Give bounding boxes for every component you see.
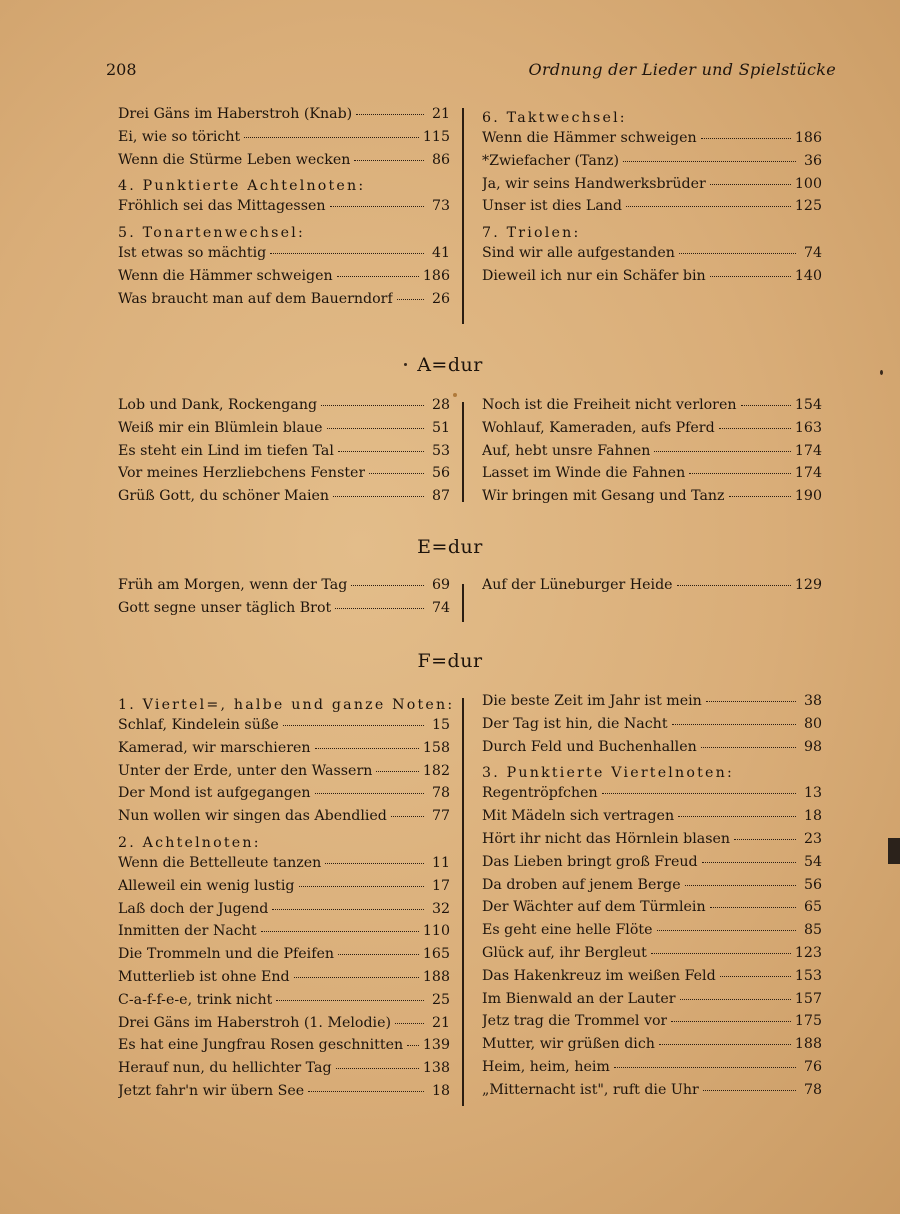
dot-leader xyxy=(330,206,424,207)
song-title: Gott segne unser täglich Brot xyxy=(118,599,332,616)
page-ref: 17 xyxy=(431,877,450,894)
song-title: C-a-f-f-e-e, trink nicht xyxy=(118,991,273,1008)
index-entry xyxy=(482,1059,822,1082)
song-title: *Zwiefacher (Tanz) xyxy=(482,152,620,169)
dot-leader xyxy=(671,1021,791,1022)
dot-leader xyxy=(308,1091,424,1092)
index-entry xyxy=(118,443,450,466)
f-dur-right-column xyxy=(482,693,822,1105)
index-entry xyxy=(482,716,822,739)
dot-leader xyxy=(719,428,791,429)
column-divider xyxy=(462,584,464,622)
song-title: Drei Gäns im Haberstroh (1. Melodie) xyxy=(118,1014,391,1031)
page-ref: 15 xyxy=(431,717,450,733)
song-title: Herauf nun, du hellichter Tag xyxy=(118,1060,332,1077)
dot-leader xyxy=(734,839,796,840)
song-title: Ist etwas so mächtig xyxy=(118,245,267,262)
page-ref: 18 xyxy=(803,808,822,825)
index-entry xyxy=(482,899,822,922)
song-title: Heim, heim, heim xyxy=(482,1058,610,1075)
page-ref: 98 xyxy=(803,738,822,755)
print-speck xyxy=(453,393,457,397)
subsection-heading: 1. Viertel=, halbe und ganze Noten: xyxy=(118,697,455,713)
index-entry xyxy=(482,397,822,420)
top-right-column xyxy=(482,106,822,291)
index-entry xyxy=(482,130,822,153)
song-title: Unter der Erde, unter den Wassern xyxy=(118,762,373,779)
index-entry xyxy=(118,577,450,600)
song-title: Wenn die Hämmer schweigen xyxy=(482,130,697,146)
index-entry xyxy=(118,1015,450,1038)
page-ref: 56 xyxy=(431,465,450,482)
page-ref: 174 xyxy=(794,442,822,459)
index-entry xyxy=(118,901,450,924)
a-dur-left-column xyxy=(118,397,450,511)
index-entry xyxy=(482,153,822,176)
dot-leader xyxy=(315,748,419,749)
dot-leader xyxy=(397,299,424,300)
dot-leader xyxy=(395,1023,424,1024)
subsection-heading: 3. Punktierte Viertelnoten: xyxy=(482,765,734,782)
page-ref: 87 xyxy=(431,488,450,505)
page-ref: 32 xyxy=(431,900,450,917)
song-title: Wohlauf, Kameraden, aufs Pferd xyxy=(482,419,715,436)
page-ref: 78 xyxy=(431,785,450,802)
page-ref: 76 xyxy=(803,1058,822,1075)
index-entry xyxy=(118,808,450,831)
section-heading-a-dur: A=dur xyxy=(417,354,483,376)
index-entry xyxy=(118,969,450,992)
index-entry xyxy=(118,1037,450,1060)
page-ref: 188 xyxy=(422,968,450,985)
dot-leader xyxy=(678,816,796,817)
page-ref: 190 xyxy=(794,488,822,505)
page-ref: 175 xyxy=(794,1013,822,1030)
running-title: Ordnung der Lieder und Spielstücke xyxy=(528,60,836,79)
index-entry xyxy=(482,1013,822,1036)
index-entry xyxy=(118,740,450,763)
index-entry xyxy=(118,291,450,314)
song-title: Es steht ein Lind im tiefen Tal xyxy=(118,442,334,459)
song-title: Weiß mir ein Blümlein blaue xyxy=(118,419,323,436)
song-title: Da droben auf jenem Berge xyxy=(482,876,681,893)
dot-leader xyxy=(315,793,424,794)
page-ref: 129 xyxy=(794,577,822,593)
page-ref: 18 xyxy=(431,1082,450,1099)
page-ref: 36 xyxy=(803,152,822,169)
page-number: 208 xyxy=(106,60,137,79)
song-title: Lasset im Winde die Fahnen xyxy=(482,465,686,482)
dot-leader xyxy=(335,608,424,609)
e-dur-left-column xyxy=(118,577,450,623)
dot-leader xyxy=(283,725,424,726)
page-ref: 56 xyxy=(803,876,822,893)
dot-leader xyxy=(351,585,424,586)
index-entry xyxy=(482,991,822,1014)
page-ref: 182 xyxy=(422,762,450,779)
page-ref: 77 xyxy=(431,808,450,825)
dot-leader xyxy=(710,907,796,908)
page-ref: 54 xyxy=(803,853,822,870)
index-entry xyxy=(118,106,450,129)
song-title: Auf der Lüneburger Heide xyxy=(482,577,673,593)
index-entry xyxy=(482,785,822,808)
top-left-column xyxy=(118,106,450,314)
a-dur-right-column xyxy=(482,397,822,511)
column-divider xyxy=(462,108,464,324)
dot-leader xyxy=(701,747,796,748)
page-ref: 186 xyxy=(794,130,822,146)
dot-leader xyxy=(623,161,796,162)
song-title: Grüß Gott, du schöner Maien xyxy=(118,488,330,505)
index-entry xyxy=(118,717,450,740)
index-entry xyxy=(482,854,822,877)
subsection-heading: 6. Taktwechsel: xyxy=(482,110,627,126)
dot-leader xyxy=(336,1068,419,1069)
dot-leader xyxy=(270,253,424,254)
index-entry xyxy=(118,923,450,946)
page-ref: 115 xyxy=(422,128,450,145)
dot-leader xyxy=(702,862,796,863)
song-title: Hört ihr nicht das Hörnlein blasen xyxy=(482,830,731,847)
song-title: Mit Mädeln sich vertragen xyxy=(482,808,675,825)
dot-leader xyxy=(354,160,424,161)
dot-leader xyxy=(602,793,796,794)
index-entry xyxy=(482,739,822,762)
dot-leader xyxy=(701,138,791,139)
song-title: Wenn die Hämmer schweigen xyxy=(118,267,333,284)
page-ref: 86 xyxy=(431,151,450,168)
section-heading-e-dur: E=dur xyxy=(417,536,483,558)
song-title: Lob und Dank, Rockengang xyxy=(118,397,318,413)
page-ref: 140 xyxy=(794,267,822,284)
song-title: Fröhlich sei das Mittagessen xyxy=(118,198,326,215)
dot-leader xyxy=(261,931,419,932)
dot-leader xyxy=(672,724,796,725)
song-title: Im Bienwald an der Lauter xyxy=(482,990,676,1007)
index-entry xyxy=(482,245,822,268)
index-entry xyxy=(118,488,450,511)
index-entry xyxy=(118,785,450,808)
index-entry xyxy=(118,420,450,443)
print-speck xyxy=(880,370,883,375)
song-title: Sind wir alle aufgestanden xyxy=(482,245,675,262)
subsection-heading: 5. Tonartenwechsel: xyxy=(118,225,305,242)
page-ref: 73 xyxy=(431,198,450,215)
page-ref: 78 xyxy=(803,1081,822,1098)
index-entry xyxy=(118,878,450,901)
index-entry xyxy=(482,268,822,291)
index-entry xyxy=(118,992,450,1015)
song-title: Wenn die Bettelleute tanzen xyxy=(118,854,322,871)
dot-leader xyxy=(657,930,797,931)
index-entry xyxy=(118,129,450,152)
page-ref: 53 xyxy=(431,442,450,459)
index-entry xyxy=(118,465,450,488)
song-title: Mutterlieb ist ohne End xyxy=(118,968,290,985)
page-ref: 163 xyxy=(794,419,822,436)
page-ref: 138 xyxy=(422,1060,450,1077)
song-title: Das Hakenkreuz im weißen Feld xyxy=(482,967,716,984)
dot-leader xyxy=(680,999,791,1000)
dot-leader xyxy=(685,885,796,886)
index-entry xyxy=(118,198,450,221)
song-title: Der Wächter auf dem Türmlein xyxy=(482,899,706,916)
song-title: Laß doch der Jugend xyxy=(118,900,269,917)
dot-leader xyxy=(299,886,424,887)
song-title: Nun wollen wir singen das Abendlied xyxy=(118,808,387,825)
page-ref: 65 xyxy=(803,899,822,916)
dot-leader xyxy=(338,954,419,955)
index-entry xyxy=(482,1036,822,1059)
page-ref: 41 xyxy=(431,245,450,262)
index-entry xyxy=(482,198,822,221)
page-ref: 153 xyxy=(794,967,822,984)
dot-leader xyxy=(244,137,419,138)
page-ref: 100 xyxy=(794,175,822,192)
song-title: Wenn die Stürme Leben wecken xyxy=(118,151,351,168)
index-entry xyxy=(482,922,822,945)
song-title: Kamerad, wir marschieren xyxy=(118,739,311,756)
index-entry xyxy=(482,420,822,443)
index-entry xyxy=(118,397,450,420)
subsection-heading: 7. Triolen: xyxy=(482,225,581,242)
dot-leader xyxy=(337,276,419,277)
index-entry xyxy=(118,855,450,878)
dot-leader xyxy=(276,1000,424,1001)
dot-leader xyxy=(338,451,424,452)
song-title: Was braucht man auf dem Bauerndorf xyxy=(118,290,393,307)
dot-leader xyxy=(356,114,424,115)
index-entry xyxy=(118,600,450,623)
page-ref: 157 xyxy=(794,990,822,1007)
dot-leader xyxy=(710,276,791,277)
song-title: Vor meines Herzliebchens Fenster xyxy=(118,465,366,482)
page-ref: 158 xyxy=(422,739,450,756)
page-header xyxy=(106,60,836,84)
dot-leader xyxy=(729,496,791,497)
subsection-heading: 4. Punktierte Achtelnoten: xyxy=(118,178,366,195)
song-title: Der Mond ist aufgegangen xyxy=(118,785,311,802)
song-title: Unser ist dies Land xyxy=(482,198,622,215)
dot-leader xyxy=(369,473,424,474)
index-entry xyxy=(482,877,822,900)
index-entry xyxy=(482,968,822,991)
dot-leader xyxy=(407,1045,419,1046)
index-entry xyxy=(482,831,822,854)
column-divider xyxy=(462,402,464,502)
song-title: Drei Gäns im Haberstroh (Knab) xyxy=(118,106,353,122)
page-ref: 74 xyxy=(803,245,822,262)
index-entry xyxy=(482,488,822,511)
song-title: Schlaf, Kindelein süße xyxy=(118,717,279,733)
page-ref: 174 xyxy=(794,465,822,482)
e-dur-right-column xyxy=(482,577,822,600)
song-title: Alleweil ein wenig lustig xyxy=(118,877,295,894)
song-title: Auf, hebt unsre Fahnen xyxy=(482,442,651,459)
song-title: Es geht eine helle Flöte xyxy=(482,922,653,939)
page-ref: 74 xyxy=(431,599,450,616)
index-entry xyxy=(118,1083,450,1106)
song-title: Ei, wie so töricht xyxy=(118,128,241,145)
page-ref: 154 xyxy=(794,397,822,413)
index-entry xyxy=(118,763,450,786)
dot-leader xyxy=(679,253,796,254)
column-divider xyxy=(462,698,464,1106)
page-ref: 23 xyxy=(803,830,822,847)
song-title: Jetz trag die Trommel vor xyxy=(482,1013,668,1030)
dot-leader xyxy=(706,701,796,702)
page-ref: 28 xyxy=(431,397,450,413)
subsection-heading: 2. Achtelnoten: xyxy=(118,834,261,851)
page-ref: 139 xyxy=(422,1037,450,1054)
page-ref: 11 xyxy=(431,854,450,871)
page-ref: 80 xyxy=(803,715,822,732)
index-entry xyxy=(482,465,822,488)
page-ref: 13 xyxy=(803,785,822,802)
index-entry xyxy=(118,245,450,268)
song-title: Dieweil ich nur ein Schäfer bin xyxy=(482,267,706,284)
song-title: Die beste Zeit im Jahr ist mein xyxy=(482,693,702,709)
index-entry xyxy=(482,1082,822,1105)
song-title: Der Tag ist hin, die Nacht xyxy=(482,715,668,732)
song-title: Jetzt fahr'n wir übern See xyxy=(118,1082,305,1099)
index-entry xyxy=(118,1060,450,1083)
dot-leader xyxy=(654,451,791,452)
dot-leader xyxy=(703,1090,796,1091)
index-entry xyxy=(482,808,822,831)
dot-leader xyxy=(689,473,791,474)
dot-leader xyxy=(272,909,424,910)
dot-leader xyxy=(614,1067,796,1068)
song-title: Durch Feld und Buchenhallen xyxy=(482,738,697,755)
song-title: Das Lieben bringt groß Freud xyxy=(482,853,698,870)
dot-leader xyxy=(321,405,424,406)
dot-leader xyxy=(659,1044,791,1045)
dot-leader xyxy=(677,585,791,586)
print-speck xyxy=(404,363,407,366)
song-title: Es hat eine Jungfrau Rosen geschnitten xyxy=(118,1037,404,1054)
page-ref: 85 xyxy=(803,922,822,939)
song-title: Glück auf, ihr Bergleut xyxy=(482,944,647,961)
f-dur-left-column xyxy=(118,693,455,1106)
dot-leader xyxy=(710,184,791,185)
song-title: Regentröpfchen xyxy=(482,785,598,802)
song-title: Inmitten der Nacht xyxy=(118,923,257,940)
index-entry xyxy=(482,176,822,199)
index-entry xyxy=(482,443,822,466)
dot-leader xyxy=(741,405,791,406)
page-ref: 26 xyxy=(431,290,450,307)
index-entry xyxy=(118,268,450,291)
song-title: Ja, wir seins Handwerksbrüder xyxy=(482,175,706,192)
song-title: Wir bringen mit Gesang und Tanz xyxy=(482,488,725,505)
page-ref: 51 xyxy=(431,419,450,436)
page-ref: 21 xyxy=(431,1014,450,1031)
page-ref: 123 xyxy=(794,944,822,961)
page-ref: 25 xyxy=(431,991,450,1008)
dot-leader xyxy=(327,428,425,429)
song-title: Die Trommeln und die Pfeifen xyxy=(118,946,334,963)
dot-leader xyxy=(626,206,791,207)
page-ref: 21 xyxy=(431,106,450,122)
dot-leader xyxy=(333,496,424,497)
index-entry xyxy=(482,945,822,968)
page-ref: 69 xyxy=(431,577,450,593)
index-entry xyxy=(482,577,822,600)
index-entry xyxy=(118,946,450,969)
page-ref: 165 xyxy=(422,946,450,963)
page-ref: 188 xyxy=(794,1036,822,1053)
section-heading-f-dur: F=dur xyxy=(417,650,483,672)
page-ref: 186 xyxy=(422,267,450,284)
dot-leader xyxy=(294,977,419,978)
dot-leader xyxy=(391,816,424,817)
song-title: Noch ist die Freiheit nicht verloren xyxy=(482,397,737,413)
dot-leader xyxy=(376,771,419,772)
dot-leader xyxy=(651,953,791,954)
song-title: Früh am Morgen, wenn der Tag xyxy=(118,577,348,593)
dot-leader xyxy=(325,863,424,864)
song-title: Mutter, wir grüßen dich xyxy=(482,1036,655,1053)
index-entry xyxy=(118,152,450,175)
song-title: „Mitternacht ist", ruft die Uhr xyxy=(482,1081,699,1098)
page-ref: 110 xyxy=(422,923,450,940)
page-ref: 38 xyxy=(803,693,822,709)
page-edge-mark xyxy=(888,838,900,864)
dot-leader xyxy=(720,976,791,977)
page-ref: 125 xyxy=(794,198,822,215)
index-entry xyxy=(482,693,822,716)
